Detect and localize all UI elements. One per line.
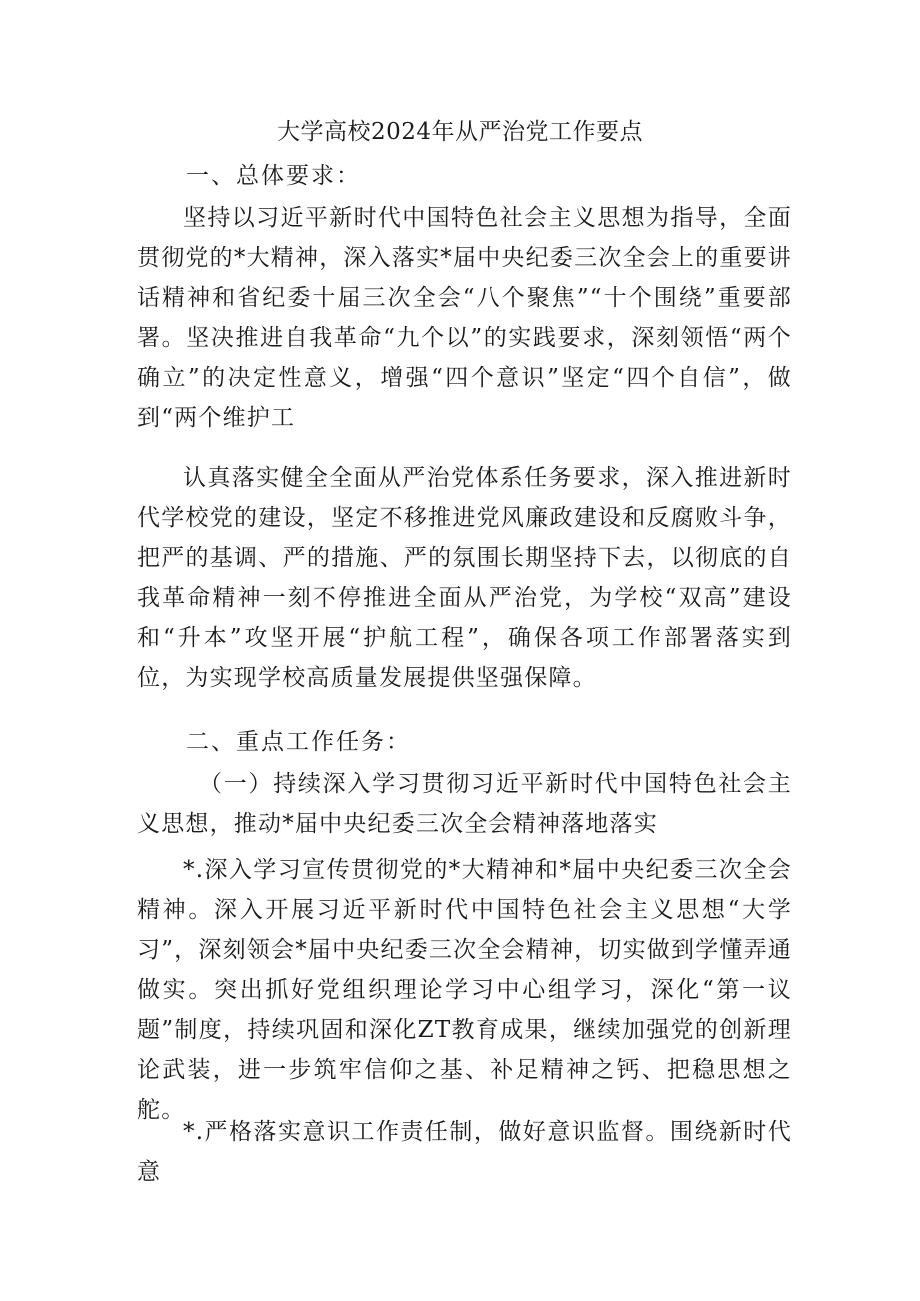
paragraph-text: 坚持以习近平新时代中国特色社会主义思想为指导，全面贯彻党的*大精神，深入落实*届中央纪委三次全会上的重要讲话精神和省纪委十届三次全会“八个聚焦”“十个围绕”重要部署。坚决推进自我革命“九个以”的实践要求，深刻领悟“两个确立”的决定性意义，增强“四个意识”坚定“四个自信”，做到“两个维护工	[137, 205, 792, 431]
section-heading-key-tasks: 二、重点工作任务：	[186, 729, 411, 755]
document-title: 大学高校2024年从严治党工作要点	[276, 119, 644, 145]
paragraph-text: *.深入学习宣传贯彻党的*大精神和*届中央纪委三次全会精神。深入开展习近平新时代中国特色社会主义思想“大学习”，深刻领会*届中央纪委三次全会精神，切实做到学懂弄通做实。突出抓好党组织理论学习中心组学习，深化“第一议题”制度，持续巩固和深化ZT教育成果，继续加强党的创新理论武装，进一步筑牢信仰之基、补足精神之钙、把稳思想之舵。	[137, 857, 792, 1123]
paragraph-text: 认真落实健全全面从严治党体系任务要求，深入推进新时代学校党的建设，坚定不移推进党风廉政建设和反腐败斗争，把严的基调、严的措施、严的氛围长期坚持下去，以彻底的自我革命精神一刻不停推进全面从严治党，为学校“双高”建设和“升本”攻坚开展“护航工程”，确保各项工作部署落实到位，为实现学校高质量发展提供坚强保障。	[137, 465, 792, 691]
subsection-heading-study-thought: （一）持续深入学习贯彻习近平新时代中国特色社会主义思想，推动*届中央纪委三次全会精神落地落实	[137, 771, 792, 837]
paragraph-guiding-principle	[137, 198, 792, 438]
paragraph-text: *.严格落实意识工作责任制，做好意识监督。围绕新时代意	[137, 1119, 792, 1185]
paragraph-implementation	[137, 458, 792, 698]
paragraph-item-study-spirit	[137, 850, 792, 1130]
section-heading-overall-requirements: 一、总体要求：	[186, 163, 361, 189]
paragraph-item-responsibility	[137, 1112, 792, 1192]
